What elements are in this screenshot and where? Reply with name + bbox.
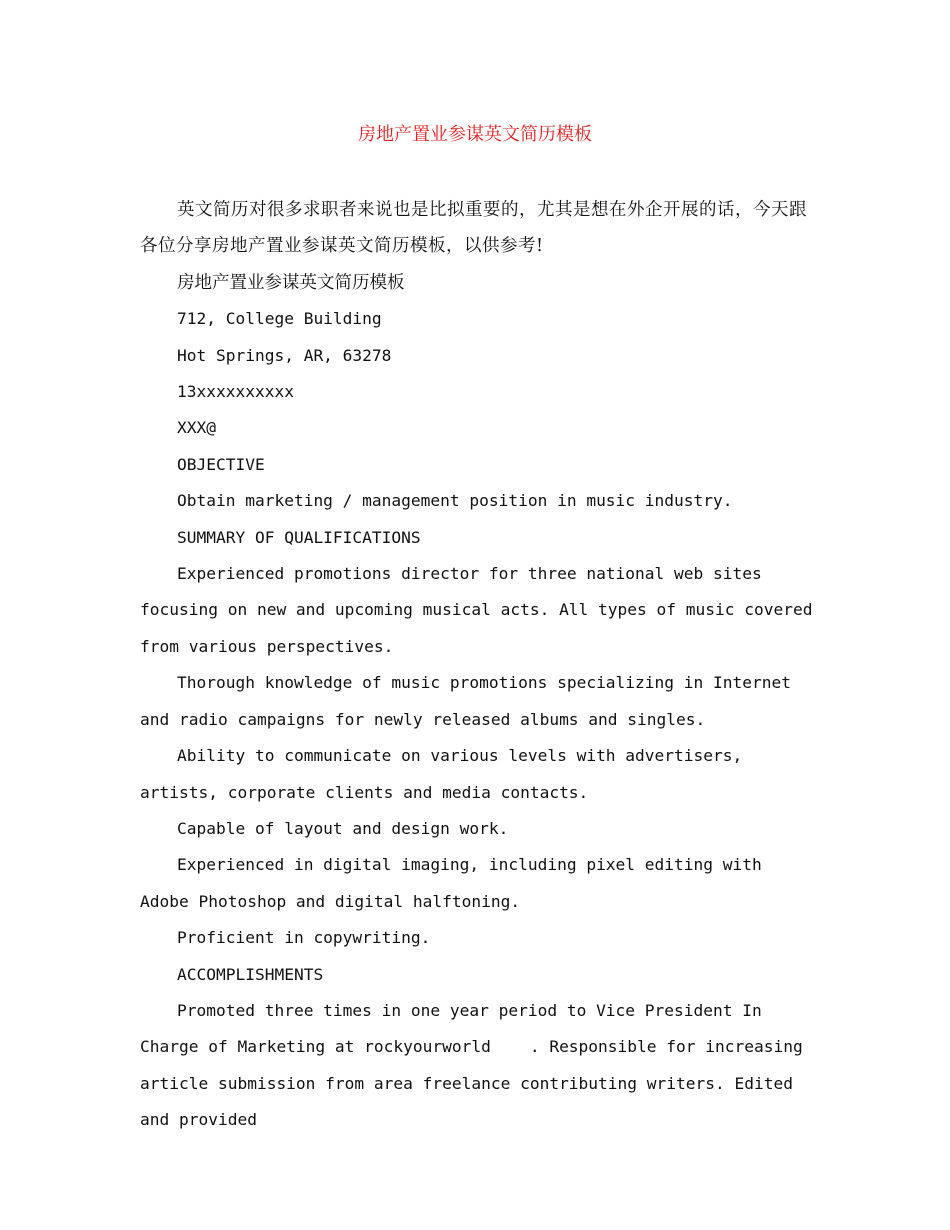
email-address: XXX@ (177, 418, 216, 438)
document-body (140, 192, 823, 1139)
qualification-item: Thorough knowledge of music promotions specializing in Internet and radio campaigns for newly released albums and singles. (140, 673, 801, 729)
qualification-item: Experienced promotions director for three national web sites focusing on new and upcoming musical acts. All types of music covered from various perspectives. (140, 564, 823, 656)
intro-paragraph: 英文简历对很多求职者来说也是比拟重要的，尤其是想在外企开展的话，今天跟各位分享房地产置业参谋英文简历模板，以供参考! (140, 200, 807, 257)
address-line-1: 712, College Building (177, 309, 382, 329)
qualification-item: Proficient in copywriting. (177, 928, 431, 948)
qualification-item: Capable of layout and design work. (177, 818, 509, 838)
qualification-item: Experienced in digital imaging, including pixel editing with Adobe Photoshop and digital halftoning. (140, 855, 772, 911)
address-line-2: Hot Springs, AR, 63278 (177, 345, 392, 365)
qualification-item: Ability to communicate on various levels with advertisers, artists, corporate clients and media contacts. (140, 746, 753, 802)
objective-heading: OBJECTIVE (177, 454, 265, 474)
document-title: 房地产置业参谋英文简历模板 (358, 124, 592, 145)
resume-heading: 房地产置业参谋英文简历模板 (177, 272, 405, 293)
accomplishments-heading: ACCOMPLISHMENTS (177, 964, 324, 984)
summary-heading: SUMMARY OF QUALIFICATIONS (177, 527, 421, 547)
accomplishments-text: Promoted three times in one year period to Vice President In Charge of Marketing at rockyourworld . Responsible for increasing article submission from area freelance contributing writers. Edited and provided (140, 1000, 813, 1130)
phone-number: 13xxxxxxxxxx (177, 382, 294, 402)
objective-text: Obtain marketing / management position in music industry. (177, 491, 733, 511)
